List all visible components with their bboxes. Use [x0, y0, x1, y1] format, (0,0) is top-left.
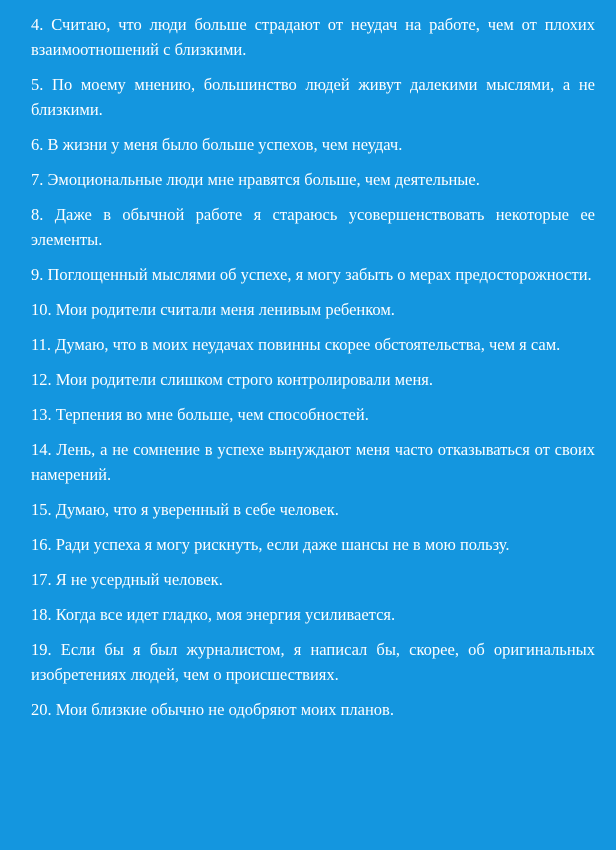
question-item: 11. Думаю, что в моих неудачах повинны скорее обстоятельства, чем я сам.	[31, 335, 561, 354]
question-item: 4. Считаю, что люди больше страдают от неудач на работе, чем от плохих взаимоотношений с близкими.	[31, 15, 595, 59]
question-item: 19. Если бы я был журналистом, я написал бы, скорее, об оригинальных изобретениях людей, чем о происшествиях.	[31, 640, 595, 684]
question-item: 14. Лень, а не сомнение в успехе вынуждают меня часто отказываться от своих намерений.	[31, 440, 595, 484]
question-item: 15. Думаю, что я уверенный в себе человек.	[31, 500, 339, 519]
question-item: 18. Когда все идет гладко, моя энергия усиливается.	[31, 605, 396, 624]
question-item: 6. В жизни у меня было больше успехов, чем неудач.	[31, 135, 403, 154]
question-item: 5. По моему мнению, большинство людей живут далекими мыслями, а не близкими.	[31, 75, 595, 119]
question-item: 17. Я не усердный человек.	[31, 570, 223, 589]
question-item: 10. Мои родители считали меня ленивым ребенком.	[31, 300, 395, 319]
question-item: 13. Терпения во мне больше, чем способностей.	[31, 405, 369, 424]
question-item: 12. Мои родители слишком строго контролировали меня.	[31, 370, 433, 389]
question-item: 16. Ради успеха я могу рискнуть, если даже шансы не в мою пользу.	[31, 535, 510, 554]
question-item: 7. Эмоциональные люди мне нравятся больше, чем деятельные.	[31, 170, 480, 189]
question-item: 8. Даже в обычной работе я стараюсь усовершенствовать некоторые ее элементы.	[31, 205, 595, 249]
question-item: 20. Мои близкие обычно не одобряют моих планов.	[31, 700, 394, 719]
question-item: 9. Поглощенный мыслями об успехе, я могу забыть о мерах предосторожности.	[31, 265, 592, 284]
